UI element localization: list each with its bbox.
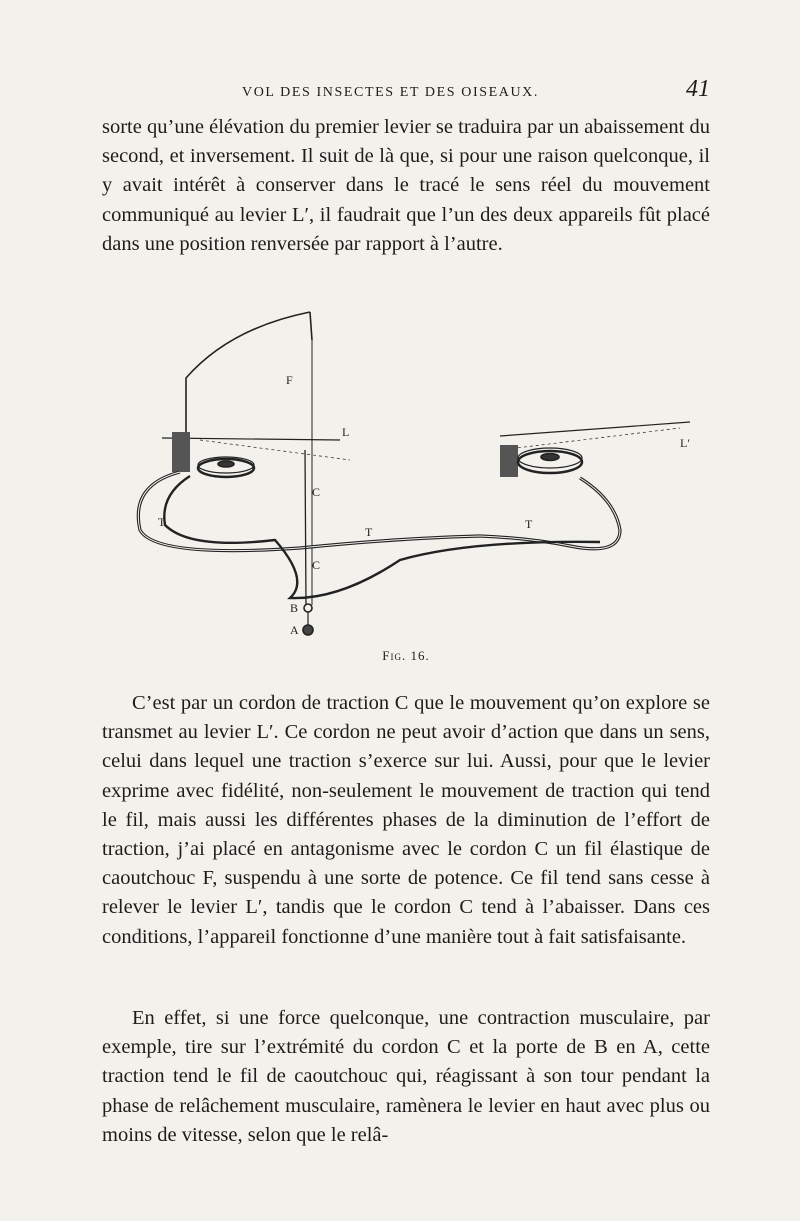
label-t-middle: T — [365, 525, 373, 539]
paragraph-3: En effet, si une force quelconque, une contraction musculaire, par exemple, tire sur l’extrémité du cordon C et la porte de B en A, cette traction tend le fil de caoutchouc qui, réagissant à son tour pendant la phase de relâchement musculaire, ramènera le levier en haut avec plus ou moins de vitesse, selon que le relâ- — [102, 1007, 710, 1146]
label-t-left: T — [158, 515, 166, 529]
label-c-lower: C — [312, 558, 321, 572]
gallows-arm — [310, 312, 312, 340]
label-f: F — [286, 373, 293, 387]
running-title: VOL DES INSECTES ET DES OISEAUX. — [242, 85, 539, 100]
traction-cord-c — [305, 450, 306, 605]
page-header — [100, 76, 712, 110]
label-t-right: T — [525, 517, 533, 531]
paragraph-2: C’est par un cordon de traction C que le mouvement qu’on explore se transmet au levier L′. Ce cordon ne peut avoir d’action que dans un sens, celui dans lequel une traction s’exerce sur lui. Aussi, pour que le levier exprime avec fidélité, non-seulement le mouvement de traction qui tend le fil, mais aussi les différentes phases de la diminution de l’effort de traction, j’ai placé en antagonisme avec le cordon C un fil élastique de caoutchouc F, suspendu à une sorte de potence. Ce fil tend sans cesse à relever le levier L′, tandis que le cordon C tend à l’abaisser. Dans ces conditions, l’appareil fonctionne d’une manière tout à fait satisfaisante. — [102, 692, 710, 948]
figure-caption: Fig. 16. — [382, 648, 430, 663]
paragraph-1: sorte qu’une élévation du premier levier se traduira par un abaissement du second, et inversement. Il suit de là que, si pour une raison quelconque, il y avait intérêt à conserver dans le tracé le sens réel du mouvement communiqué au levier L′, il faudrait que l’un des deux appareils fût placé dans une position renversée par rapport à l’autre. — [102, 116, 710, 255]
transmission-tube-lower — [164, 476, 600, 598]
label-l-prime: L′ — [680, 436, 690, 450]
label-b: B — [290, 601, 299, 615]
right-support — [500, 445, 518, 477]
figure-16 — [100, 300, 712, 680]
point-b — [304, 604, 312, 612]
label-l: L — [342, 425, 350, 439]
label-c-upper: C — [312, 485, 321, 499]
point-a — [303, 625, 313, 635]
apparatus-illustration — [100, 300, 712, 650]
label-a: A — [290, 623, 299, 637]
transmission-tube — [138, 472, 620, 551]
left-support — [172, 432, 190, 472]
lever-l-prime — [500, 422, 690, 436]
page-number: 41 — [686, 76, 710, 102]
